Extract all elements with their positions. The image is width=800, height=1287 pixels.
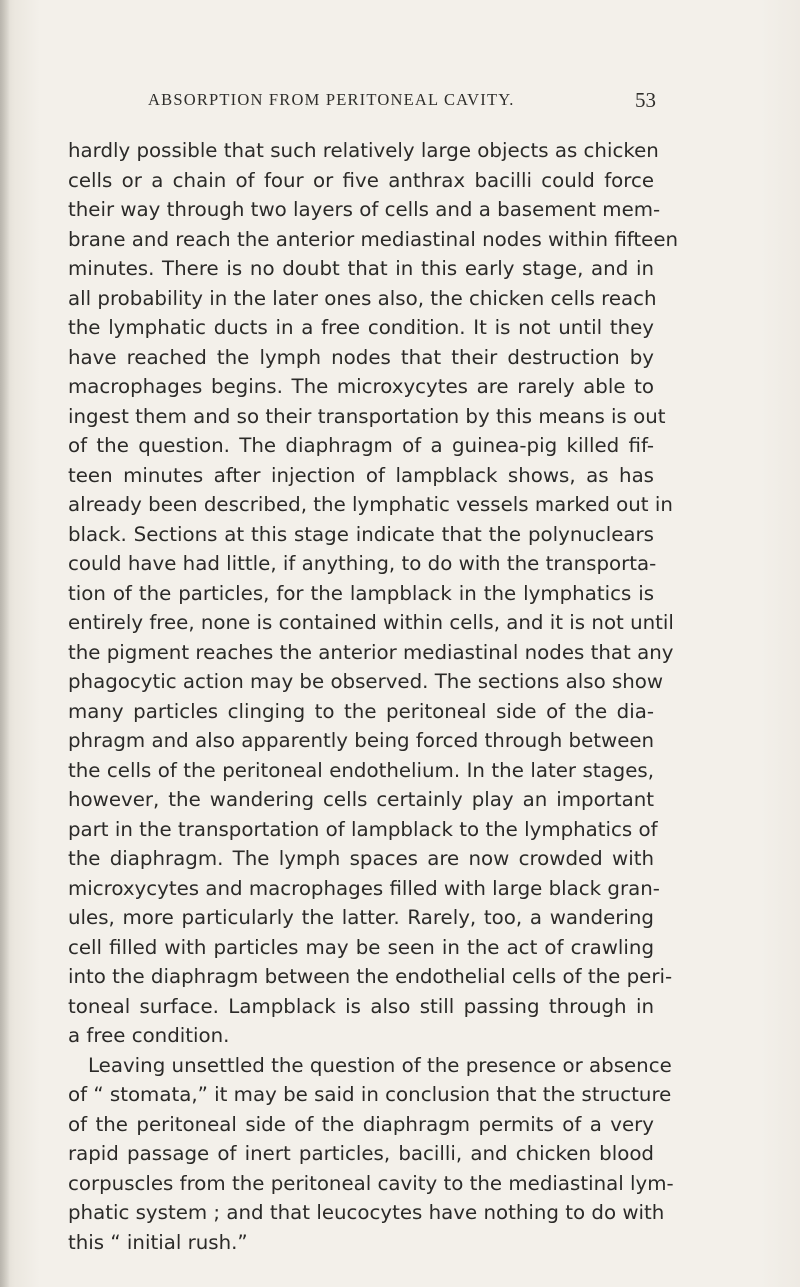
text-line: Leaving unsettled the question of the presence or absence — [88, 1053, 672, 1077]
page-header — [138, 88, 656, 114]
text-line: phagocytic action may be observed. The sections also show — [68, 670, 664, 693]
text-line: entirely free, none is contained within cells, and it is not until — [68, 611, 674, 634]
text-line: a free condition. — [68, 1024, 230, 1047]
text-line: however, the wandering cells certainly play an important — [68, 788, 654, 811]
text-line: already been described, the lymphatic vessels marked out in — [68, 493, 673, 516]
text-line: all probability in the later ones also, the chicken cells reach — [68, 286, 657, 310]
text-line: ules, more particularly the latter. Rarely, too, a wandering — [68, 906, 654, 929]
paragraph-2 — [68, 1051, 674, 1258]
text-line: macrophages begins. The microxycytes are rarely able to — [68, 375, 654, 398]
text-line: corpuscles from the peritoneal cavity to the mediastinal lym- — [68, 1171, 674, 1195]
running-head: ABSORPTION FROM PERITONEAL CAVITY. — [148, 90, 515, 109]
text-line: the diaphragm. The lymph spaces are now crowded with — [68, 847, 654, 870]
text-line: teen minutes after injection of lampblack shows, as has — [68, 463, 654, 487]
page-edge-shadow — [0, 0, 10, 1287]
text-line: phatic system ; and that leucocytes have nothing to do with — [68, 1201, 665, 1224]
page-number: 53 — [635, 88, 656, 112]
text-line: the pigment reaches the anterior mediastinal nodes that any — [68, 640, 674, 664]
text-line: the cells of the peritoneal endothelium. In the later stages, — [68, 758, 654, 782]
text-line: cell filled with particles may be seen in the act of crawling — [68, 935, 654, 959]
text-line: many particles clinging to the peritoneal side of the dia- — [68, 699, 654, 723]
text-line: toneal surface. Lampblack is also still passing through in — [68, 994, 654, 1018]
text-line: into the diaphragm between the endothelial cells of the peri- — [68, 965, 673, 988]
text-line: brane and reach the anterior mediastinal nodes within fifteen — [68, 227, 679, 251]
text-line: their way through two layers of cells and a basement mem- — [68, 198, 661, 221]
text-line: have reached the lymph nodes that their destruction by — [68, 345, 654, 369]
text-line: of the question. The diaphragm of a guinea-pig killed fif- — [68, 434, 654, 457]
text-line: the lymphatic ducts in a free condition. It is not until they — [68, 316, 654, 339]
text-line: could have had little, if anything, to do with the transporta- — [68, 552, 657, 575]
text-line: rapid passage of inert particles, bacilli, and chicken blood — [68, 1142, 654, 1165]
text-line: phragm and also apparently being forced through between — [68, 729, 655, 752]
text-line: minutes. There is no doubt that in this early stage, and in — [68, 257, 654, 280]
text-line: hardly possible that such relatively large objects as chicken — [68, 139, 659, 162]
text-line: part in the transportation of lampblack to the lymphatics of — [68, 817, 658, 841]
text-line: this “ initial rush.” — [68, 1230, 248, 1254]
body-text — [68, 136, 679, 1257]
text-line: of the peritoneal side of the diaphragm permits of a very — [68, 1112, 654, 1136]
text-line: microxycytes and macrophages filled with large black gran- — [68, 876, 660, 900]
text-line: ingest them and so their transportation by this means is out — [68, 404, 666, 428]
text-line: of “ stomata,” it may be said in conclusion that the structure — [68, 1083, 672, 1106]
text-line: black. Sections at this stage indicate that the polynuclears — [68, 522, 654, 546]
paragraph-1 — [68, 136, 679, 1051]
text-line: tion of the particles, for the lampblack in the lymphatics is — [68, 581, 654, 605]
text-line: cells or a chain of four or five anthrax bacilli could force — [68, 168, 654, 192]
